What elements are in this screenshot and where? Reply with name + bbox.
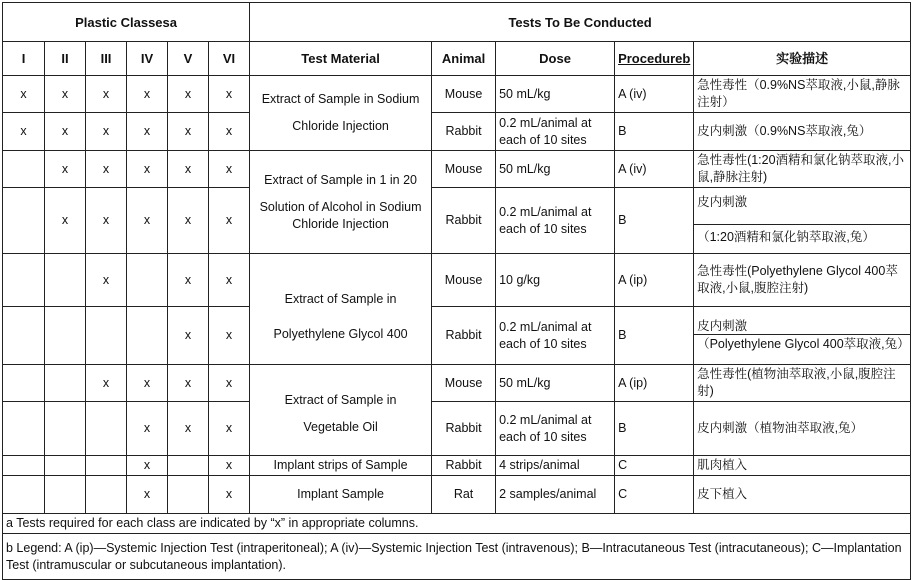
test-material-cell xyxy=(250,254,432,365)
description-cell: 急性毒性(植物油萃取液,小鼠,腹腔注射) xyxy=(694,365,911,402)
mark-cell xyxy=(3,307,45,365)
dose-cell: 4 strips/animal xyxy=(496,456,615,476)
mark-cell xyxy=(3,402,45,456)
mark-cell: x xyxy=(209,113,250,151)
footnote-row xyxy=(3,534,911,580)
footnote-row xyxy=(3,514,911,534)
mark-cell xyxy=(86,307,127,365)
header-row-top xyxy=(3,3,911,42)
procedure-header: Procedureb xyxy=(615,42,694,76)
dose-header: Dose xyxy=(496,42,615,76)
description-line: 皮内刺激 xyxy=(694,192,910,225)
mark-cell: x xyxy=(168,188,209,254)
table-row xyxy=(3,402,911,456)
animal-header: Animal xyxy=(432,42,496,76)
mark-cell xyxy=(3,476,45,514)
mark-cell: x xyxy=(209,254,250,307)
mark-cell: x xyxy=(86,188,127,254)
mark-cell: x xyxy=(45,151,86,188)
dose-cell: 0.2 mL/animal at each of 10 sites xyxy=(496,113,615,151)
description-cell: 肌肉植入 xyxy=(694,456,911,476)
material-line: Extract of Sample in 1 in 20 xyxy=(264,172,417,187)
mark-cell xyxy=(86,456,127,476)
procedure-cell: B xyxy=(615,402,694,456)
footnote-a: a Tests required for each class are indicated by “x” in appropriate columns. xyxy=(3,514,911,534)
description-line: （1:20酒精和氯化钠萃取液,兔） xyxy=(697,229,875,244)
animal-cell: Mouse xyxy=(432,254,496,307)
table-row xyxy=(3,476,911,514)
description-line: 皮内刺激 xyxy=(694,317,910,335)
mark-cell xyxy=(168,476,209,514)
plastic-classes-table xyxy=(2,2,911,580)
table-row xyxy=(3,151,911,188)
mark-cell: x xyxy=(86,113,127,151)
mark-cell: x xyxy=(45,76,86,113)
mark-cell: x xyxy=(168,365,209,402)
description-cell: 急性毒性(Polyethylene Glycol 400萃取液,小鼠,腹腔注射) xyxy=(694,254,911,307)
mark-cell xyxy=(3,365,45,402)
mark-cell: x xyxy=(209,402,250,456)
mark-cell xyxy=(3,456,45,476)
plastic-classes-header: Plastic Classesa xyxy=(3,3,250,42)
mark-cell: x xyxy=(86,151,127,188)
description-line: （Polyethylene Glycol 400萃取液,兔） xyxy=(697,337,910,351)
mark-cell: x xyxy=(168,402,209,456)
mark-cell: x xyxy=(209,307,250,365)
mark-cell xyxy=(168,456,209,476)
mark-cell xyxy=(45,365,86,402)
material-line: Solution of Alcohol in Sodium xyxy=(259,199,422,214)
mark-cell: x xyxy=(45,188,86,254)
mark-cell xyxy=(3,188,45,254)
procedure-cell: A (iv) xyxy=(615,76,694,113)
animal-cell: Rabbit xyxy=(432,402,496,456)
material-line: Extract of Sample in Sodium xyxy=(261,92,420,106)
animal-cell: Rabbit xyxy=(432,113,496,151)
test-material-cell xyxy=(250,151,432,254)
description-cell: 皮下植入 xyxy=(694,476,911,514)
table-row xyxy=(3,456,911,476)
mark-cell: x xyxy=(209,151,250,188)
material-line: Vegetable Oil xyxy=(303,419,378,434)
mark-cell: x xyxy=(127,476,168,514)
mark-cell: x xyxy=(168,113,209,151)
mark-cell: x xyxy=(86,254,127,307)
procedure-cell: A (ip) xyxy=(615,365,694,402)
procedure-cell: B xyxy=(615,113,694,151)
description-cell: 急性毒性(1:20酒精和氯化钠萃取液,小鼠,静脉注射) xyxy=(694,151,911,188)
dose-cell: 0.2 mL/animal at each of 10 sites xyxy=(496,188,615,254)
procedure-cell: B xyxy=(615,188,694,254)
dose-cell: 50 mL/kg xyxy=(496,151,615,188)
mark-cell xyxy=(127,307,168,365)
mark-cell: x xyxy=(86,365,127,402)
dose-cell: 0.2 mL/animal at each of 10 sites xyxy=(496,307,615,365)
table-row xyxy=(3,76,911,113)
procedure-cell: A (iv) xyxy=(615,151,694,188)
mark-cell: x xyxy=(168,151,209,188)
procedure-cell: C xyxy=(615,476,694,514)
mark-cell xyxy=(3,151,45,188)
animal-cell: Mouse xyxy=(432,151,496,188)
mark-cell: x xyxy=(127,113,168,151)
dose-cell: 50 mL/kg xyxy=(496,76,615,113)
mark-cell: x xyxy=(45,113,86,151)
mark-cell: x xyxy=(127,76,168,113)
dose-cell: 0.2 mL/animal at each of 10 sites xyxy=(496,402,615,456)
mark-cell xyxy=(45,254,86,307)
procedure-cell: C xyxy=(615,456,694,476)
mark-cell: x xyxy=(209,365,250,402)
animal-cell: Mouse xyxy=(432,365,496,402)
material-line: Extract of Sample in xyxy=(284,291,397,306)
mark-cell: x xyxy=(168,76,209,113)
material-line: Polyethylene Glycol 400 xyxy=(273,326,408,341)
mark-cell xyxy=(86,476,127,514)
mark-cell: x xyxy=(209,476,250,514)
test-material-cell xyxy=(250,76,432,151)
test-material-cell: Implant Sample xyxy=(250,476,432,514)
class-iv-header: IV xyxy=(127,42,168,76)
material-line: Chloride Injection xyxy=(292,216,389,231)
mark-cell: x xyxy=(209,188,250,254)
mark-cell xyxy=(127,254,168,307)
class-iii-header: III xyxy=(86,42,127,76)
procedure-cell: A (ip) xyxy=(615,254,694,307)
animal-cell: Rat xyxy=(432,476,496,514)
mark-cell xyxy=(45,456,86,476)
description-cell: 皮内刺激（植物油萃取液,兔） xyxy=(694,402,911,456)
mark-cell: x xyxy=(3,113,45,151)
dose-cell: 2 samples/animal xyxy=(496,476,615,514)
mark-cell: x xyxy=(86,76,127,113)
mark-cell: x xyxy=(127,188,168,254)
mark-cell xyxy=(3,254,45,307)
procedure-cell: B xyxy=(615,307,694,365)
mark-cell xyxy=(45,307,86,365)
mark-cell: x xyxy=(209,456,250,476)
description-cell: 急性毒性（0.9%NS萃取液,小鼠,静脉注射） xyxy=(694,76,911,113)
description-header: 实验描述 xyxy=(694,42,911,76)
animal-cell: Rabbit xyxy=(432,307,496,365)
dose-cell: 50 mL/kg xyxy=(496,365,615,402)
description-cell xyxy=(694,188,911,254)
mark-cell: x xyxy=(127,402,168,456)
mark-cell xyxy=(45,402,86,456)
class-ii-header: II xyxy=(45,42,86,76)
class-i-header: I xyxy=(3,42,45,76)
table-row xyxy=(3,254,911,307)
footnote-b: b Legend: A (ip)—Systemic Injection Test (intraperitoneal); A (iv)—Systemic Injection Test (intravenous); B—Intracutaneous Test (intracutaneous); C—Implantation Test (intramuscular or subcutaneous implantation). xyxy=(3,534,911,580)
dose-cell: 10 g/kg xyxy=(496,254,615,307)
table-row xyxy=(3,113,911,151)
animal-cell: Rabbit xyxy=(432,188,496,254)
material-line: Chloride Injection xyxy=(292,119,389,133)
test-material-header: Test Material xyxy=(250,42,432,76)
mark-cell: x xyxy=(168,254,209,307)
mark-cell: x xyxy=(127,151,168,188)
class-vi-header: VI xyxy=(209,42,250,76)
mark-cell xyxy=(45,476,86,514)
test-material-cell xyxy=(250,365,432,456)
table-row xyxy=(3,307,911,365)
mark-cell: x xyxy=(168,307,209,365)
mark-cell: x xyxy=(127,365,168,402)
test-material-cell: Implant strips of Sample xyxy=(250,456,432,476)
description-cell: 皮内刺激（0.9%NS萃取液,兔） xyxy=(694,113,911,151)
class-v-header: V xyxy=(168,42,209,76)
table-row xyxy=(3,365,911,402)
animal-cell: Mouse xyxy=(432,76,496,113)
animal-cell: Rabbit xyxy=(432,456,496,476)
tests-header: Tests To Be Conducted xyxy=(250,3,911,42)
mark-cell xyxy=(86,402,127,456)
header-row-columns xyxy=(3,42,911,76)
table-row xyxy=(3,188,911,254)
description-cell xyxy=(694,307,911,365)
mark-cell: x xyxy=(127,456,168,476)
mark-cell: x xyxy=(3,76,45,113)
mark-cell: x xyxy=(209,76,250,113)
material-line: Extract of Sample in xyxy=(284,392,397,407)
